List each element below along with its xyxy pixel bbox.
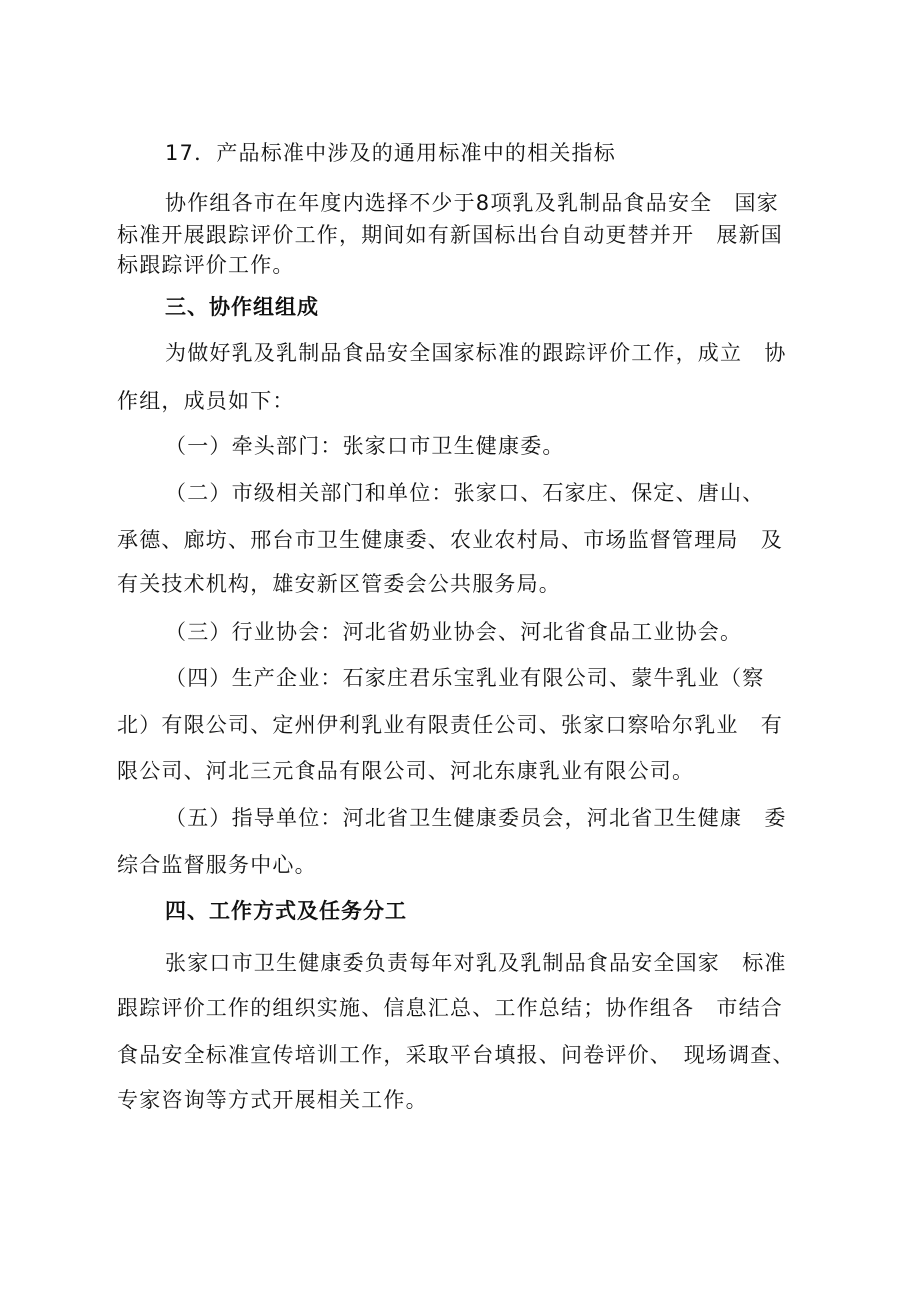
member-item-line: （五）指导单位：河北省卫生健康委员会，河北省卫生健康 委 <box>165 806 787 830</box>
member-item-line: （一）牵头部门：张家口市卫生健康委。 <box>165 434 565 458</box>
member-item-line: 综合监督服务中心。 <box>117 853 317 877</box>
member-item-line: （三）行业协会：河北省奶业协会、河北省食品工业协会。 <box>165 620 743 644</box>
paragraph-line: 跟踪评价工作的组织实施、信息汇总、工作总结；协作组各 市结合 <box>117 996 783 1020</box>
member-item-line: 有关技术机构，雄安新区管委会公共服务局。 <box>117 572 561 596</box>
paragraph-line: 为做好乳及乳制品食品安全国家标准的跟踪评价工作，成立 协 <box>165 341 787 365</box>
paragraph-line: 张家口市卫生健康委负责每年对乳及乳制品食品安全国家 标准 <box>165 951 787 975</box>
member-item-line: 承德、廊坊、邢台市卫生健康委、农业农村局、市场监督管理局 及 <box>117 528 783 552</box>
paragraph-line: 标准开展跟踪评价工作，期间如有新国标出台自动更替并开 展新国 <box>117 223 783 247</box>
member-item-line: （四）生产企业：石家庄君乐宝乳业有限公司、蒙牛乳业（察 <box>165 666 765 690</box>
paragraph-line: 食品安全标准宣传培训工作，采取平台填报、问卷评价、 现场调查、 <box>117 1043 795 1067</box>
paragraph-line: 作组，成员如下： <box>117 389 295 413</box>
member-item-line: 限公司、河北三元食品有限公司、河北东康乳业有限公司。 <box>117 759 695 783</box>
section-heading-four: 四、工作方式及任务分工 <box>165 899 407 923</box>
paragraph-line: 标跟踪评价工作。 <box>117 253 295 277</box>
member-item-line: （二）市级相关部门和单位：张家口、石家庄、保定、唐山、 <box>165 481 765 505</box>
paragraph-line: 专家咨询等方式开展相关工作。 <box>117 1088 428 1112</box>
member-item-line: 北）有限公司、定州伊利乳业有限责任公司、张家口察哈尔乳业 有 <box>117 713 783 737</box>
paragraph-line: 协作组各市在年度内选择不少于8项乳及乳制品食品安全 国家 <box>165 191 779 215</box>
item-17-line: 17．产品标准中涉及的通用标准中的相关指标 <box>165 141 616 165</box>
section-heading-three: 三、协作组组成 <box>165 295 319 319</box>
